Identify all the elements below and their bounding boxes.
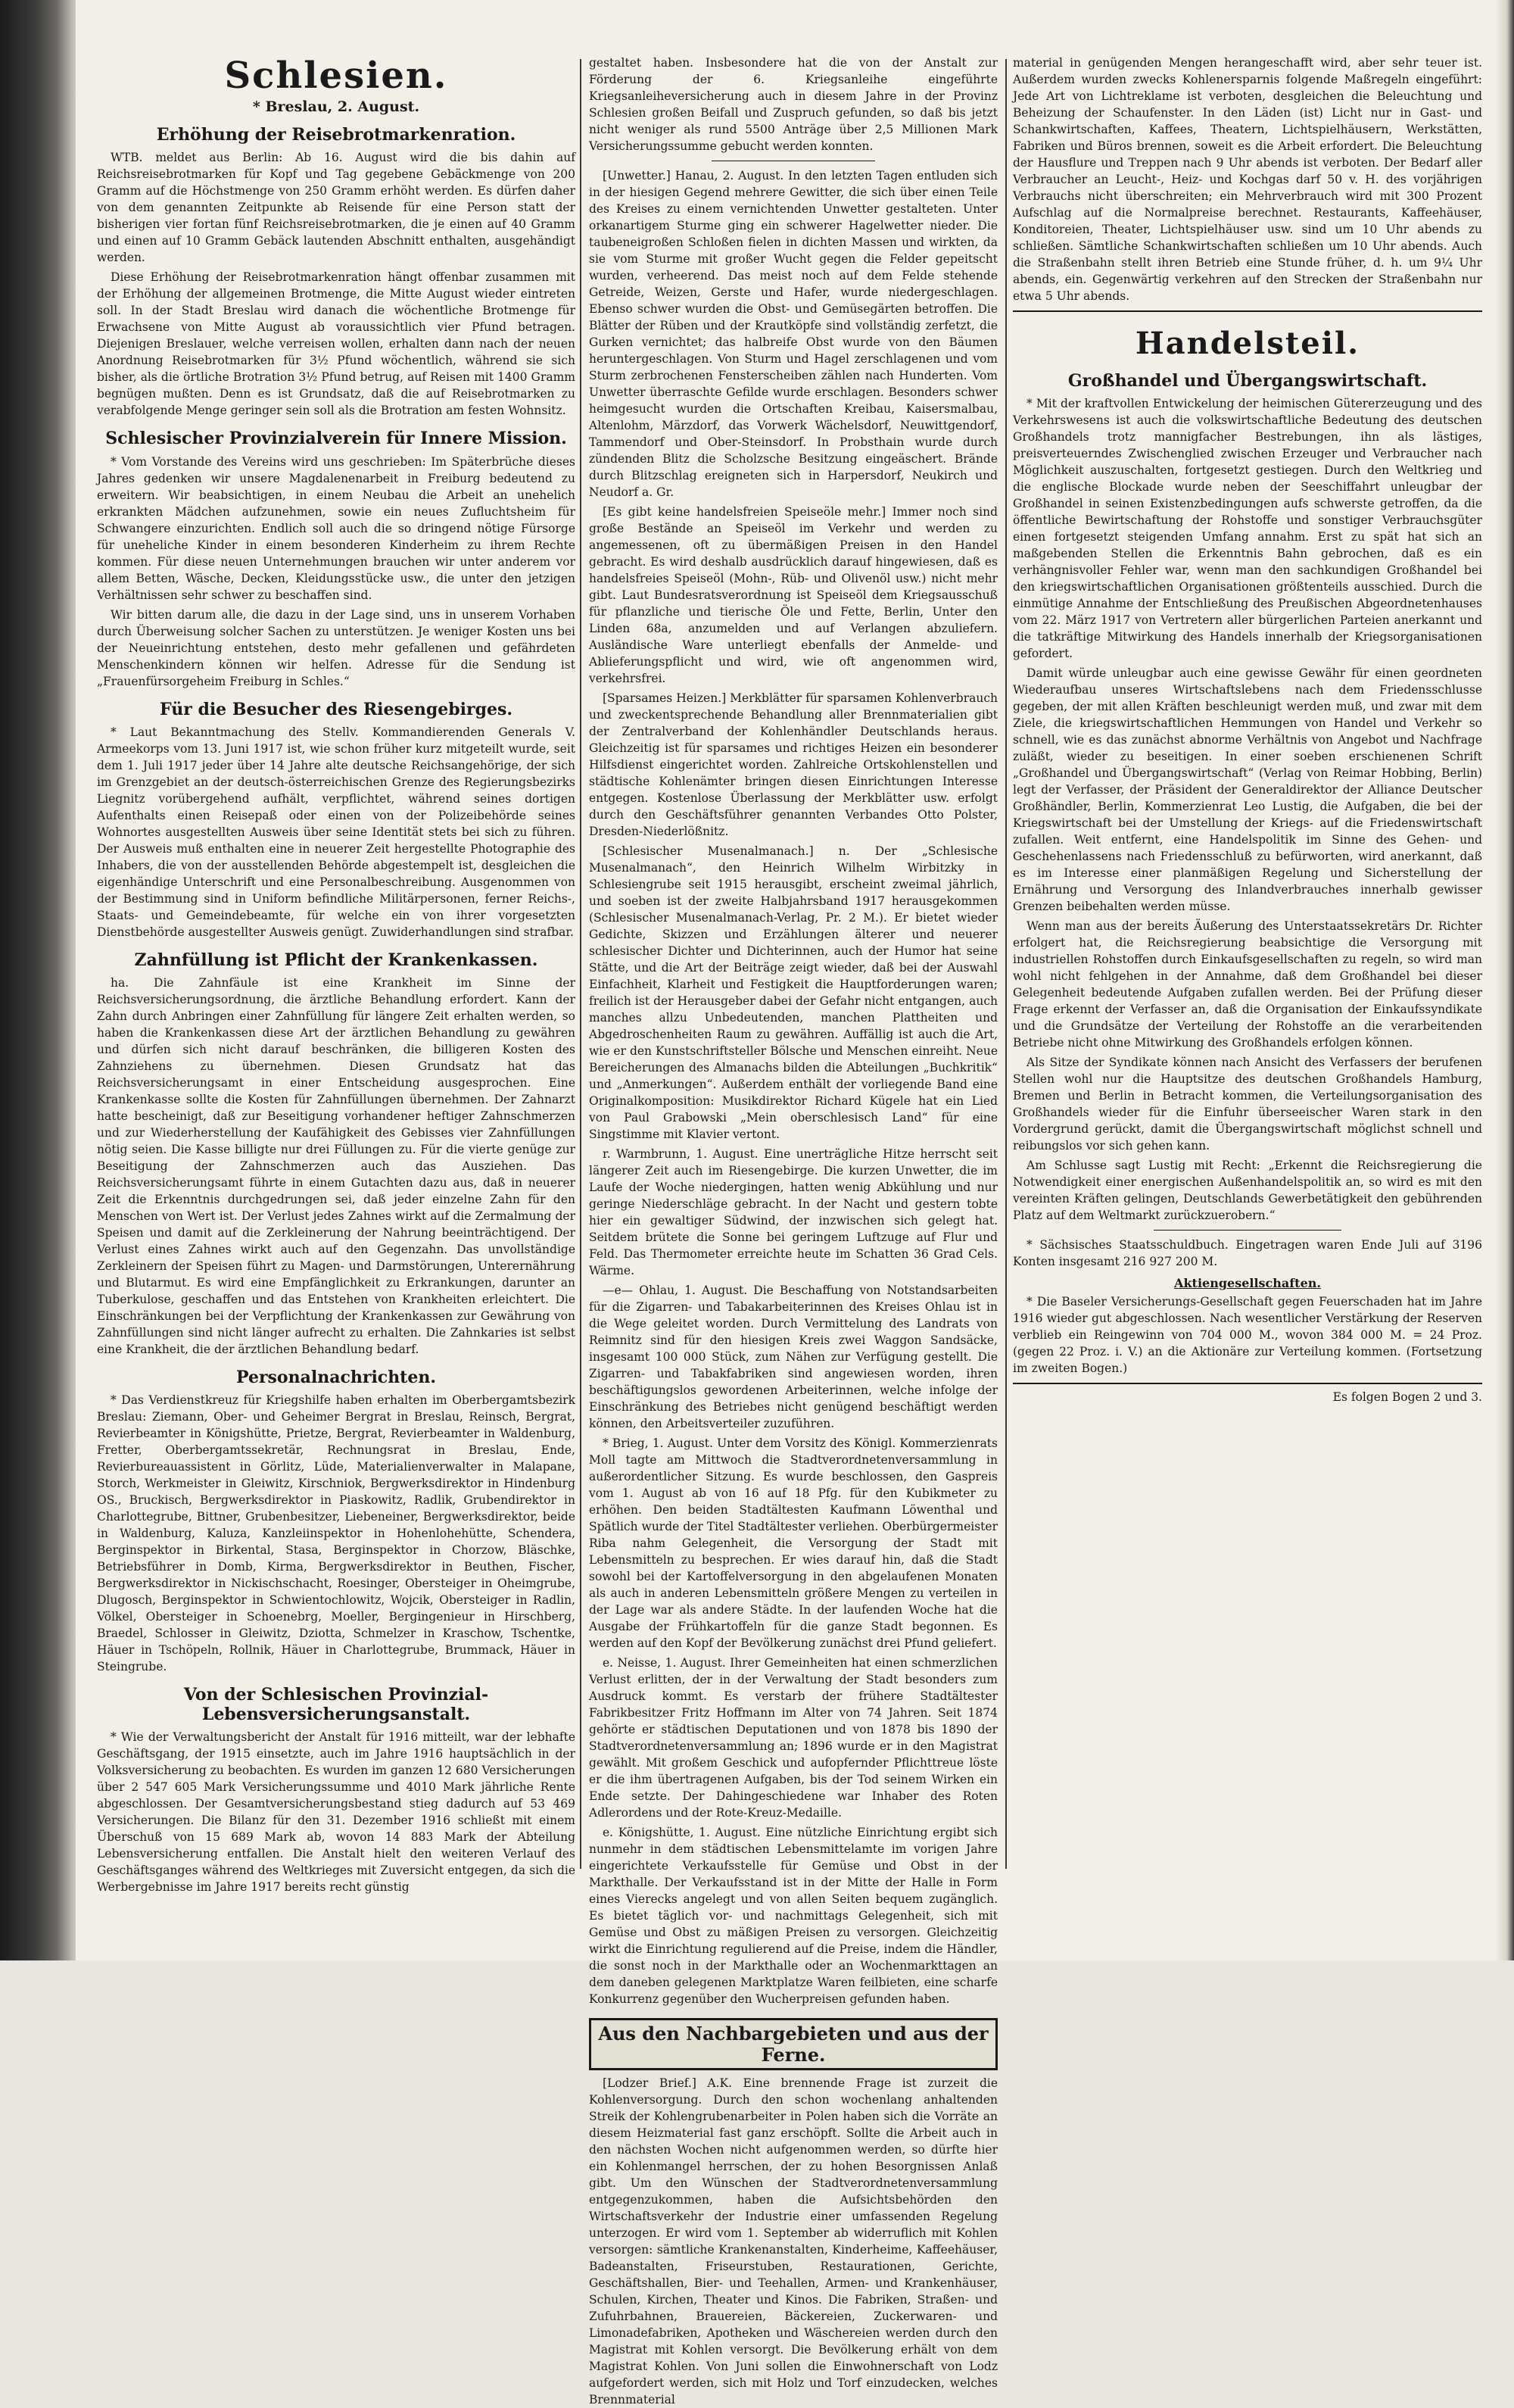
news-item: —e— Ohlau, 1. August. Die Beschaffung von Notstandsarbeiten für die Zigarren- und Tabakarbeiterinnen des Kreises Ohlau ist in die Wege geleitet worden. Durch Vermittelung des Landrats von Reimnitz sind für den hiesigen Kreis zwei Waggon Sandsäcke, insgesamt 100 000 Stück, zum Nähen zur Verfügung gestellt. Die Zigarren- und Tabakfabriken sind angewiesen worden, ihren beschäftigungslos gewordenen Arbeiterinnen, welche infolge der Einschränkung des Betriebes nicht genügend beschäftigt werden können, den Arbeitsverteiler zuzuführen. [589, 1284, 998, 1430]
news-item: * Sächsisches Staatsschuldbuch. Eingetragen waren Ende Juli auf 3196 Konten insgesamt 216 927 200 M. [1013, 1238, 1482, 1269]
divider [1013, 310, 1482, 312]
article-heading: Erhöhung der Reisebrotmarkenration. [156, 125, 516, 145]
article-paragraph: Wir bitten darum alle, die dazu in der Lage sind, uns in unserem Vorhaben durch Überweisung solcher Sachen zu unterstützen. Je weniger Kosten uns bei der Neueinrichtung entstehen, desto mehr gefallenen und gefährdeten Menschenkindern können wir helfen. Adresse für die Sendung ist „Frauenfürsorgeheim Freiburg in Schles.“ [97, 607, 575, 688]
dateline: * Breslau, 2. August. [252, 98, 420, 115]
column-1 [97, 55, 575, 1902]
news-item: * Brieg, 1. August. Unter dem Vorsitz des Königl. Kommerzienrats Moll tagte am Mittwoch die Stadtverordnetenversammlung in außerordentlicher Sitzung. Es wurde beschlossen, den Gaspreis vom 1. August ab von 16 auf 18 Pfg. für den Kubikmeter zu erhöhen. Den beiden Stadtältesten Kaufmann Löwenthal und Spätlich wurde der Titel Stadtältester verliehen. Oberbürgermeister Riba nahm Gelegenheit, die Versorgung der Stadt mit Lebensmitteln zu besprechen. Er wies darauf hin, daß die Stadt sowohl bei der Kartoffelversorgung in den abgelaufenen Monaten als auch in anderen Lebensmitteln größere Mengen zu verteilen in der Lage war als andere Städte. In der laufenden Woche hat die Ausgabe der Frühkartoffeln für die ganze Stadt begonnen. Es werden auf den Kopf der Bevölkerung zunächst drei Pfund geliefert. [589, 1436, 998, 1650]
article-heading: Zahnfüllung ist Pflicht der Krankenkassen. [134, 950, 538, 970]
article-paragraph: Damit würde unleugbar auch eine gewisse Gewähr für einen geordneten Wiederaufbau unseres Wirtschaftslebens nach dem Friedensschlusse gegeben, der mit allen Kräften beschleunigt werden muß, und zwar mit dem Ziele, die kriegswirtschaftlichen Hemmungen von Handel und Verkehr so schnell, wie es das zunächst abnorme Verhältnis von Angebot und Nachfrage zuläßt, wieder zu beseitigen. In einer soeben erschienenen Schrift „Großhandel und Übergangswirtschaft“ (Verlag von Reimar Hobbing, Berlin) legt der Verfasser, der Präsident der Generaldirektor der Alliance Deutscher Großhändler, Berlin, Kommerzienrat Leo Lustig, die Aufgaben, die bei der Kriegswirtschaft bei der Umstellung der Kriegs- auf die Friedenswirtschaft zufallen. Weit entfernt, eine Handelspolitik im Sinne des Gehen- und Geschehenlassens nach Friedensschluß zu befürworten, wird anerkannt, daß es im Interesse einer planmäßigen Regelung und Sicherstellung der Ernährung und Versorgung des Inlandverbrauches innerhalb gewisser Grenzen beibehalten werden müsse. [1013, 666, 1482, 914]
section-title-handelsteil: Handelsteil. [1135, 326, 1360, 361]
news-item: * Die Baseler Versicherungs-Gesellschaft gegen Feuerschaden hat im Jahre 1916 wieder gut abgeschlossen. Nach wesentlicher Verstärkung der Reserven verblieb ein Reingewinn von 704 000 M., wovon 384 000 M. = 24 Proz. (gegen 22 Proz. i. V.) an die Aktionäre zur Verteilung kommen. (Fortsetzung im zweiten Bogen.) [1013, 1295, 1482, 1376]
article-heading: Personalnachrichten. [236, 1368, 436, 1388]
column-rule [1005, 59, 1007, 1869]
news-item: [Schlesischer Musenalmanach.] n. Der „Schlesische Musenalmanach“, den Heinrich Wilhelm Wirbitzky in Schlesiengrube seit 1915 herausgibt, erscheint zweimal jährlich, und soeben ist der zweite Halbjahrsband 1917 herausgekommen (Schlesischer Musenalmanach-Verlag, Pr. 2 M.). Er bietet wieder Gedichte, Skizzen und Erzählungen älterer und neuerer schlesischer Dichter und Dichterinnen, auch der Humor hat seine Stätte, und die Art der Beiträge zeigt wieder, daß bei der Auswahl Einfachheit, Klarheit und Festigkeit die Hauptforderungen waren; freilich ist der Herausgeber dabei der Gefahr nicht entgangen, auch manches allzu Unbedeutenden, manchen Plattheiten und Abgedroschenheiten Raum zu gewähren. Auffällig ist auch die Art, wie er den Kunstschriftsteller Bölsche und Menschen einreiht. Neue Bereicherungen des Almanachs bilden die Abteilungen „Buchkritik“ und „Anmerkungen“. Außerdem enthält der vorliegende Band eine Originalkomposition: Musikdirektor Richard Kügele hat ein Lied von Paul Grabowski „Mein oberschlesisch Land“ für eine Singstimme mit Klavier vertont. [589, 844, 998, 1141]
book-binding [0, 0, 76, 1960]
subsection-heading: Aktiengesellschaften. [1174, 1276, 1321, 1291]
news-item: [Sparsames Heizen.] Merkblätter für sparsamen Kohlenverbrauch und zweckentsprechende Behandlung aller Brennmaterialien gibt der Zentralverband der Kohlenhändler Deutschlands heraus. Gleichzeitig ist für sparsames und richtiges Heizen ein besonderer Hilfsdienst eingerichtet worden. Zahlreiche Ortskohlenstellen und städtische Kohlenämter bringen diesen Einrichtungen Interesse entgegen. Kostenlose Überlassung der Merkblätter usw. erfolgt durch den Geschäftsführer genannten Verbandes Otto Polster, Dresden-Niederlößnitz. [589, 691, 998, 838]
page-edge [1496, 0, 1514, 1960]
column-rule [580, 59, 581, 1869]
article-paragraph: * Das Verdienstkreuz für Kriegshilfe haben erhalten im Oberbergamtsbezirk Breslau: Ziemann, Ober- und Geheimer Bergrat in Breslau, Reinsch, Bergrat, Revierbeamter in Königshütte, Prietze, Bergrat, Revierbeamter in Waldenburg, Fretter, Oberbergamtssekretär, Rechnungsrat in Breslau, Ende, Revierbureauassistent in Görlitz, Lüde, Materialienverwalter in Malapane, Storch, Werkmeister in Gleiwitz, Kirschniok, Bergwerksdirektor in Hindenburg OS., Bruckisch, Bergwerksdirektor in Piaskowitz, Radlik, Grubendirektor in Charlottegrube, Bittner, Grubenbesitzer, Liebeneiner, Bergwerksdirektor, beide in Waldenburg, Kaluza, Kanzleiinspektor in Hohenlohehütte, Schendera, Berginspektor in Birkental, Stasa, Berginspektor in Chorzow, Bläschke, Betriebsführer in Domb, Kirma, Bergwerksdirektor in Beuthen, Fischer, Bergwerksdirektor in Nickischschacht, Roesinger, Obersteiger in Oheimgrube, Dlugosch, Berginspektor in Schwientochlowitz, Wojcik, Obersteiger in Radlin, Völkel, Obersteiger in Schoenebrg, Moeller, Bergingenieur in Hirschberg, Braedel, Schlosser in Gleiwitz, Dziotta, Schmelzer in Kraschow, Tschentke, Häuer in Tschöpeln, Rollnik, Häuer in Charlottegrube, Brummack, Häuer in Steingrube. [97, 1393, 575, 1674]
article-paragraph: * Vom Vorstande des Vereins wird uns geschrieben: Im Späterbrüche dieses Jahres gedenken wir unsere Magdalenenarbeit in Freiburg bedeutend zu erweitern. Wir beabsichtigen, in einem Neubau die Arbeit an unehelich erkrankten Mädchen aufzunehmen, sowie ein neues Zufluchtsheim für Schwangere einzurichten. Endlich soll auch die so dringend nötige Fürsorge für uneheliche Kinder in einem besonderen Kinderheim zu ihrem Rechte kommen. Für diese neuen Unternehmungen brauchen wir unter anderem vor allem Betten, Wäsche, Decken, Kleidungsstücke usw., die unter den jetzigen Verhältnissen sehr schwer zu beschaffen sind. [97, 454, 575, 602]
news-item: e. Neisse, 1. August. Ihrer Gemeinheiten hat einen schmerzlichen Verlust erlitten, der in der Verwaltung der Stadt besonders zum Ausdruck kommt. Es verstarb der frühere Stadtältester Fabrikbesitzer Fritz Hoffmann im Alter von 74 Jahren. Seit 1874 gehörte er städtischen Deputationen und von 1878 bis 1890 der Stadtverordnetenversammlung an; 1896 wurde er in den Magistrat gewählt. Mit großem Geschick und aufopfernder Pflichttreue löste er die ihm übertragenen Aufgaben, bis der Tod seinem Wirken ein Ende setzte. Der Dahingeschiedene war Inhaber des Roten Adlerordens und der Rote-Kreuz-Medaille. [589, 1656, 998, 1820]
article-paragraph: Als Sitze der Syndikate können nach Ansicht des Verfassers der berufenen Stellen wohl nur die Hauptsitze des deutschen Großhandels Hamburg, Bremen und Berlin in Betracht kommen, die Verteilungsorganisation des Großhandels wieder für die Einfuhr überseeischer Waren stark in den Vordergrund gerückt, damit die Übergangswirtschaft möglichst schnell und reibungslos vor sich gehen kann. [1013, 1056, 1482, 1153]
news-item: e. Königshütte, 1. August. Eine nützliche Einrichtung ergibt sich nunmehr in dem städtischen Lebensmittelamte im vorigen Jahre eingerichtete Verkaufsstelle für Gemüse und Obst in der Markthalle. Der Verkaufsstand ist in der Mitte der Halle in Form eines Vierecks angelegt und von allen Seiten bequem zugänglich. Es bietet täglich vor- und nachmittags Gelegenheit, sich mit Gemüse und Obst zu mäßigen Preisen zu versorgen. Gleichzeitig wirkt die Einrichtung regulierend auf die Preise, indem die Händler, die sonst noch in der Markthalle oder an Wochenmarkttagen an dem daneben gelegenen Marktplatze Waren feilbieten, eine scharfe Konkurrenz gegenüber den Wucherpreisen gefunden haben. [589, 1826, 998, 2006]
column-3 [1013, 55, 1482, 1902]
section-title-schlesien: Schlesien. [224, 55, 448, 97]
article-paragraph: material in genügenden Mengen herangeschafft wird, aber sehr teuer ist. Außerdem wurden zwecks Kohlenersparnis folgende Maßregeln eingeführt: Jede Art von Lichtreklame ist verboten, desgleichen die Beleuchtung und Beheizung der Schaufenster. In den Läden (ist) Licht nur in Gast- und Schankwirtschaften, Kaffees, Theatern, Lichtspielhäusern, Werkstätten, Fabriken und Büros brennen, soweit es die Arbeit erfordert. Die Beleuchtung der Hausflure und Treppen nach 9 Uhr abends ist verboten. Der Bedarf aller Verbraucher an Leucht-, Heiz- und Kochgas darf 50 v. H. des vorjährigen Verbrauchs nicht überschreiten; ein Mehrverbrauch wird mit 300 Prozent Aufschlag auf die Normalpreise berechnet. Restaurants, Kaffeehäuser, Konditoreien, Theater, Lichtspielhäuser usw. sind um 10 Uhr abends zu schließen. Sämtliche Schankwirtschaften schließen um 10 Uhr abends. Auch die Straßenbahn stellt ihren Betrieb eine Stunde früher, d. h. um 9¼ Uhr abends, ein. Gegenwärtig verkehren auf den Strecken der Straßenbahn nur etwa 5 Uhr abends. [1013, 56, 1482, 303]
article-paragraph: * Wie der Verwaltungsbericht der Anstalt für 1916 mitteilt, war der lebhafte Geschäftsgang, der 1915 einsetzte, auch im Jahre 1916 hauptsächlich in der Volksversicherung zu beobachten. Es wurden im ganzen 12 680 Versicherungen über 2 547 605 Mark Versicherungssumme und 4010 Mark jährliche Rente abgeschlossen. Der Gesamtversicherungsbestand stieg dadurch auf 53 469 Versicherungen. Die Bilanz für den 31. Dezember 1916 schließt mit einem Überschuß von 15 689 Mark ab, wovon 14 883 Mark der Abteilung Lebensversicherung entfallen. Die Anstalt hielt den weiteren Verlauf des Geschäftsganges während des Weltkrieges mit Zuversicht entgegen, da sich die Werbergebnisse im Jahre 1917 bereits recht günstig [97, 1730, 575, 1895]
news-item: [Es gibt keine handelsfreien Speiseöle mehr.] Immer noch sind große Bestände an Speiseöl im Verkehr und werden zu angemessenen, oft zu übermäßigen Preisen in den Handel gebracht. Es wird deshalb ausdrücklich darauf hingewiesen, daß es handelsfreies Speiseöl (Mohn-, Rüb- und Olivenöl usw.) nicht mehr gibt. Laut Bundesratsverordnung ist Speiseöl dem Kriegsausschuß für pflanzliche und tierische Öle und Fette, Berlin, Unter den Linden 68a, anzumelden und auf Verlangen abzuliefern. Ausländische Ware unterliegt ebenfalls der Anmelde- und Ablieferungspflicht und wird, wie oft angenommen wird, verkehrsfrei. [589, 505, 998, 685]
divider [1154, 1230, 1341, 1231]
article-paragraph: WTB. meldet aus Berlin: Ab 16. August wird die bis dahin auf Reichsreisebrotmarken für Kopf und Tag gegebene Gebäckmenge von 200 Gramm auf die Höchstmenge von 250 Gramm erhöht werden. Es dürfen daher von dem genannten Zeitpunkte ab Reisende für eine Person statt der bisherigen vier fortan fünf Reichsreisebrotmarken, die je einen auf 40 Gramm und einen auf 10 Gramm Gebäck lautenden Abschnitt enthalten, ausgehändigt werden. [97, 151, 575, 265]
news-item: [Lodzer Brief.] A.K. Eine brennende Frage ist zurzeit die Kohlenversorgung. Durch den schon wochenlang anhaltenden Streik der Kohlengrubenarbeiter in Polen haben sich die Vorräte an diesem Heizmaterial fast ganz erschöpft. Sollte die Arbeit auch in den nächsten Wochen nicht aufgenommen werden, so dürfte hier ein Kohlenmangel herrschen, der zu hohen Besorgnissen Anlaß gibt. Um den Wünschen der Stadtverordnetenversammlung entgegenzukommen, haben die Aufsichtsbehörden den Wirtschaftsverkehr der Industrie einer umfassenden Regelung unterzogen. Er wird vom 1. September ab widerruflich mit Kohlen versorgen: sämtliche Krankenanstalten, Kinderheime, Kaffeehäuser, Badeanstalten, Friseurstuben, Restaurationen, Gerichte, Geschäftshallen, Bier- und Teehallen, Armen- und Krankenhäuser, Schulen, Kirchen, Theater und Kinos. Die Fabriken, Straßen- und Zufuhrbahnen, Brauereien, Bäckereien, Zuckerwaren- und Limonadefabriken, Apotheken und Wäschereien werden durch den Magistrat mit Kohlen versorgt. Die Bevölkerung erhält von dem Magistrat Kohlen. Von Juni sollen die Einwohnerschaft von Lodz aufgefordert werden, sich mit Holz und Torf einzudecken, welches Brennmaterial [589, 2076, 998, 2407]
article-heading: Großhandel und Übergangswirtschaft. [1067, 371, 1428, 391]
divider [1013, 1383, 1482, 1384]
article-paragraph: * Mit der kraftvollen Entwickelung der heimischen Gütererzeugung und des Verkehrswesens ist auch die volkswirtschaftliche Bedeutung des deutschen Großhandels trotz mannigfacher Bestrebungen, ihn als lästiges, preisverteuerndes Zwischenglied zwischen Erzeuger und Verbraucher nach Möglichkeit auszuschalten, fortgesetzt gestiegen. Durch den Weltkrieg und die englische Blockade wurde neben der Seeschiffahrt unleugbar der Großhandel in seinen Existenzbedingungen aufs schwerste getroffen, da die öffentliche Bewirtschaftung der Rohstoffe und sonstiger Verbrauchsgüter einen fortgesetzt steigenden Umfang annahm. Erst zu spät hat sich an maßgebenden Stellen die Erkenntnis Bahn gebrochen, daß es ein verhängnisvoller Fehler war, wenn man den sachkundigen Großhandel bei den kriegswirtschaftlichen Organisationen größtenteils ausschied. Durch die einmütige Annahme der Entschließung des Preußischen Abgeordnetenhauses vom 22. März 1917 von Vertretern aller bürgerlichen Parteien anerkannt und die tatkräftige Mitwirkung des Handels innerhalb der Kriegsorganisationen gefordert. [1013, 397, 1482, 661]
continuation-note: Es folgen Bogen 2 und 3. [1332, 1390, 1482, 1405]
section-heading-ferne: Aus den Nachbargebieten und aus der Ferne. [589, 2018, 998, 2070]
article-heading: Für die Besucher des Riesengebirges. [159, 699, 513, 719]
column-2 [589, 55, 998, 2407]
article-heading: Schlesischer Provinzialverein für Innere Mission. [105, 429, 567, 449]
article-heading: Von der Schlesischen Provinzial-Lebensversicherungsanstalt. [183, 1685, 489, 1724]
article-paragraph: Diese Erhöhung der Reisebrotmarkenration hängt offenbar zusammen mit der Erhöhung der allgemeinen Brotmenge, die Mitte August wieder eintreten soll. In der Stadt Breslau wird danach die wöchentliche Brotmenge für Erwachsene von Mitte August ab voraussichtlich vier Pfund betragen. Diejenigen Breslauer, welche verreisen wollen, erhalten dann nach der neuen Anordnung Reisebrotmarken für 3½ Pfund wöchentlich, während sie sich bisher, als die örtliche Brotration 3½ Pfund betrug, auf Reisen mit 1400 Gramm begnügen mußten. Denn es ist Grundsatz, daß die auf Reisebrotmarken zu verabfolgende Menge geringer sein soll als die Brotration am festen Wohnsitz. [97, 270, 575, 418]
article-paragraph: Wenn man aus der bereits Äußerung des Unterstaatssekretärs Dr. Richter erfolgert hat, die Reichsregierung beabsichtige die Versorgung mit industriellen Rohstoffen durch Einkaufsgesellschaften zu regeln, so wird man wohl nicht fehlgehen in der Annahme, daß dem Großhandel bei dieser Gelegenheit bedeutende Aufgaben zufallen werden. Bei der Prüfung dieser Frage erkennt der Verfasser an, daß die Organisation der Einkaufssyndikate und die Grundsätze der Verteilung der Rohstoffe an die verarbeitenden Betriebe nicht ohne Mitwirkung des Großhandels erfolgen können. [1013, 919, 1482, 1050]
article-paragraph: gestaltet haben. Insbesondere hat die von der Anstalt zur Förderung der 6. Kriegsanleihe eingeführte Kriegsanleiheversicherung auch in diesem Jahre in der Provinz Schlesien großen Beifall und Zuspruch gefunden, so daß bis jetzt nicht weniger als rund 5500 Anträge über 2,5 Millionen Mark Versicherungssumme gebucht werden konnten. [589, 56, 998, 153]
article-paragraph: Am Schlusse sagt Lustig mit Recht: „Erkennt die Reichsregierung die Notwendigkeit einer energischen Außenhandelspolitik an, so wird es mit den vereinten Kräften gelingen, Deutschlands Gewerbetätigkeit den gebührenden Platz auf dem Weltmarkt zurückzuerobern.“ [1013, 1159, 1482, 1223]
article-paragraph: ha. Die Zahnfäule ist eine Krankheit im Sinne der Reichsversicherungsordnung, die ärztliche Behandlung erfordert. Kann der Zahn durch Anbringen einer Zahnfüllung für längere Zeit erhalten werden, so haben die Krankenkassen diese Art der ärztlichen Behandlung zu gewähren und dürfen sich nicht darauf beschränken, die billigeren Kosten des Zahnziehens zu übernehmen. Diesen Grundsatz hat das Reichsversicherungsamt in einer Entscheidung ausgesprochen. Eine Krankenkasse sollte die Kosten für Zahnfüllungen übernehmen. Der Zahnarzt hatte bescheinigt, daß zur Beseitigung vorhandener heftiger Zahnschmerzen und zur Wiederherstellung der Kaufähigkeit des Gebisses vier Zahnfüllungen nötig seien. Die Kasse billigte nur drei Füllungen zu. Für die vierte genüge zur Beseitigung der Zahnschmerzen auch das Ausziehen. Das Reichsversicherungsamt führte in einem Gutachten dazu aus, daß in neuerer Zeit die Erkenntnis durchgedrungen sei, daß jeder einzelne Zahn für den Menschen von Wert ist. Der Verlust jedes Zahnes wirkt auf die Zermalmung der Speisen und damit auf die Zerkleinerung der Nahrung beeinträchtigend. Der Verlust eines Zahnes wirkt auch auf den Gegenzahn. Das unvollständige Zerkleinern der Speisen führt zu Magen- und Darmstörungen, Unterernährung und Blutarmut. Es wird eine Empfänglichkeit zu Erkrankungen, darunter an Tuberkulose, geschaffen und das Entstehen von Krankheiten erleichtert. Die Einschränkungen bei der Verpflichtung der Krankenkassen zur Gewährung von Zahnfüllungen sind nicht länger aufrecht zu erhalten. Die Zahnkaries ist selbst eine Krankheit, die der ärztlichen Behandlung bedarf. [97, 976, 575, 1357]
article-paragraph: * Laut Bekanntmachung des Stellv. Kommandierenden Generals V. Armeekorps vom 13. Juni 1917 ist, wie schon früher kurz mitgeteilt wurde, seit dem 1. Juli 1917 jeder über 14 Jahre alte deutsche Reichsangehörige, der sich im Grenzgebiet an der deutsch-österreichischen Grenze des Regierungsbezirks Liegnitz vorübergehend aufhält, verpflichtet, während seines dortigen Aufenthalts einen Reisepaß oder einen von der Polizeibehörde seines Wohnortes ausgestellten Ausweis über seine Identität stets bei sich zu führen. Der Ausweis muß enthalten eine in neuerer Zeit hergestellte Photographie des Inhabers, die von der ausstellenden Behörde abgestempelt ist, desgleichen die eigenhändige Unterschrift und eine Personalbeschreibung. Ausgenommen von der Bestimmung sind in Uniform befindliche Militärpersonen, ferner Reichs-, Staats- und Gemeindebeamte, für welche ein von ihrer vorgesetzten Dienstbehörde ausgestellter Ausweis genügt. Zuwiderhandlungen sind strafbar. [97, 725, 575, 939]
news-item: r. Warmbrunn, 1. August. Eine unerträgliche Hitze herrscht seit längerer Zeit auch im Riesengebirge. Die kurzen Unwetter, die im Laufe der Woche niedergingen, hatten wenig Abkühlung und nur geringe Niederschläge gebracht. In der Nacht und gestern tobte hier ein gewaltiger Südwind, der inzwischen sich gelegt hat. Seitdem brütete die Sonne bei geringem Luftzuge auf Flur und Feld. Das Thermometer erreichte heute im Schatten 36 Grad Cels. Wärme. [589, 1147, 998, 1277]
news-item: [Unwetter.] Hanau, 2. August. In den letzten Tagen entluden sich in der hiesigen Gegend mehrere Gewitter, die sich über einen Teile des Kreises zu einem vernichtenden Unwetter gestalteten. Unter orkanartigem Sturme ging ein schwerer Hagelwetter nieder. Die taubeneigroßen Schloßen fielen in dichten Massen und wirkten, da sie vom Sturme mit großer Wucht gegen die Felder gepeitscht wurden, verheerend. Das meist noch auf dem Felde stehende Getreide, Weizen, Gerste und Hafer, wurde niedergeschlagen. Ebenso schwer wurden die Obst- und Gemüsegärten betroffen. Die Blätter der Rüben und der Krautköpfe sind vollständig zerfetzt, die Gurken vernichtet; das halbreife Obst wurde von den Bäumen heruntergeschlagen. Von Sturm und Hagel zerschlagenen und vom Sturm zerbrochenen Fensterscheiben zählen nach Hunderten. Vom Unwetter überraschte Gefilde wurde erschlagen. Besonders schwer heimgesucht wurden die Ortschaften Kreibau, Kaisersmalbau, Altenlohm, Märzdorf, das Vorwerk Wächelsdorf, Neuwittgendorf, Tammendorf und Ober-Steinsdorf. In Probsthain wurde durch zündenden Blitz die Scholzsche Besitzung eingeäschert. Brände durch Blitzschlag ereigneten sich in Harpersdorf, Neukirch und Neudorf a. Gr. [589, 169, 998, 499]
